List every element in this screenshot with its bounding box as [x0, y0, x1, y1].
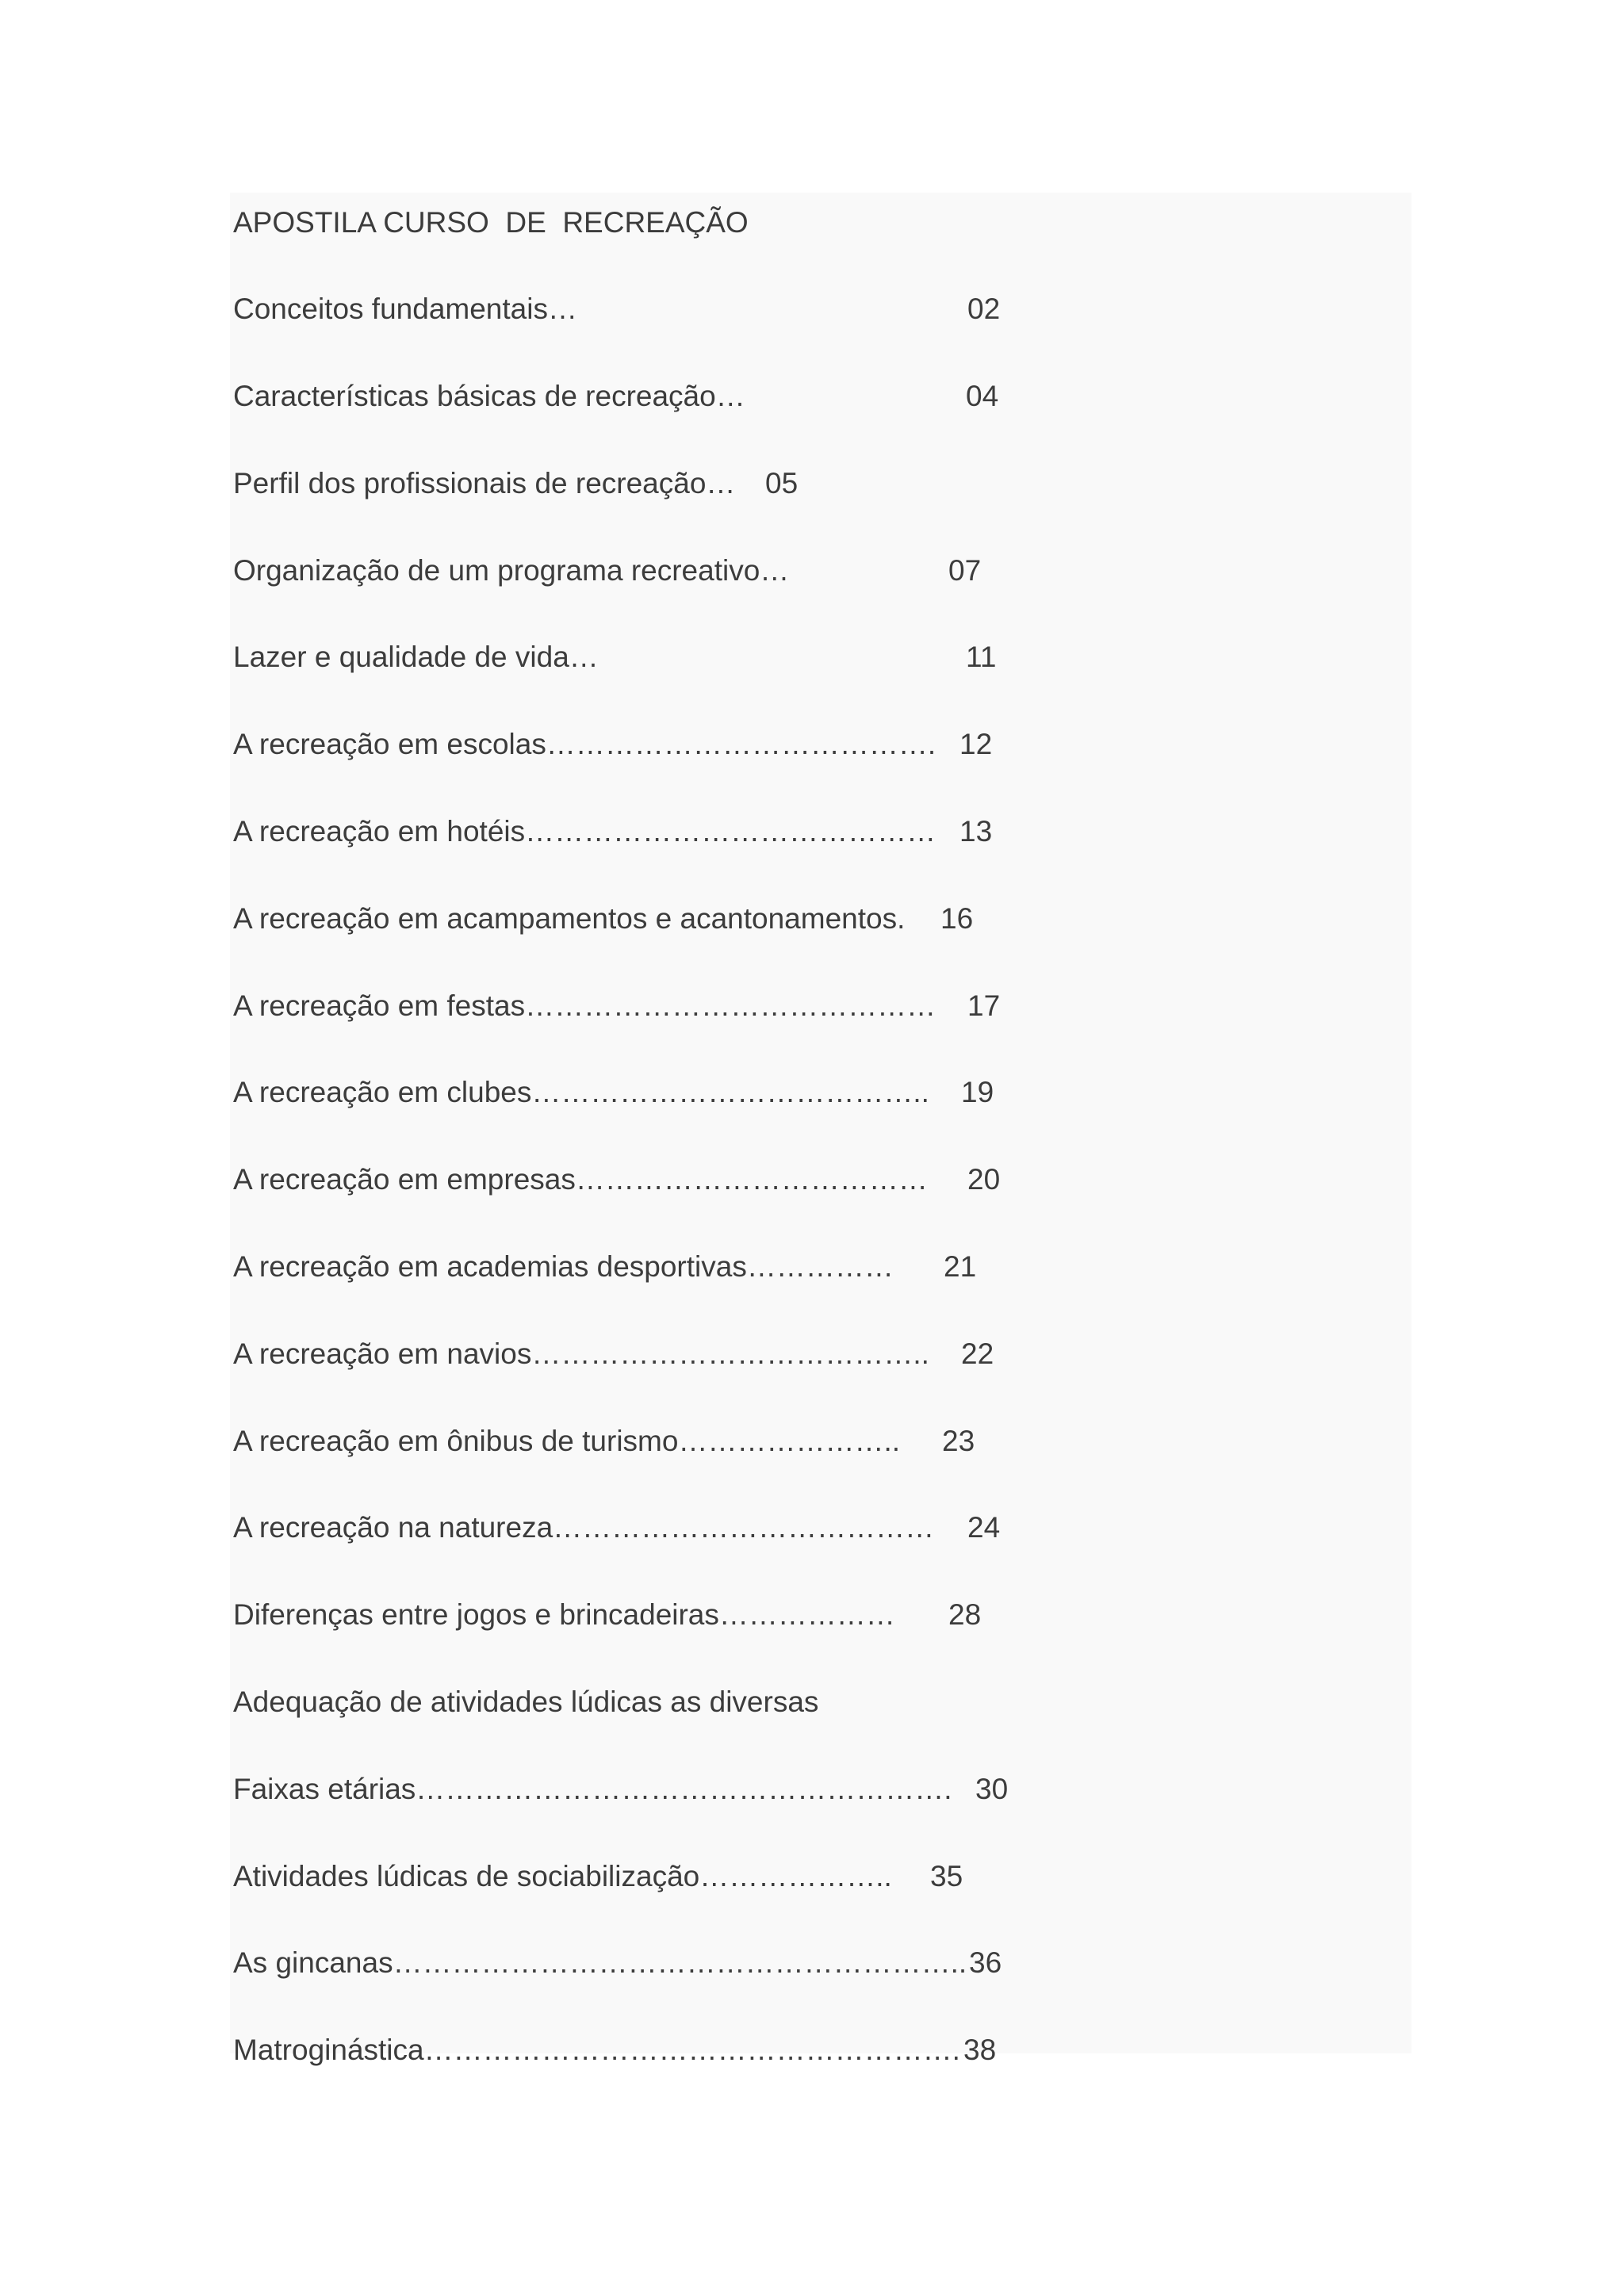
toc-entry-text: A recreação em hotéis……………………………………: [233, 815, 936, 848]
toc-entry-page: 23: [942, 1425, 975, 1457]
toc-entry-text: Organização de um programa recreativo…: [233, 554, 790, 587]
toc-entry-page: 21: [944, 1250, 977, 1283]
toc-entry-page: 38: [963, 2034, 997, 2066]
toc-entry-text: Perfil dos profissionais de recreação…: [233, 467, 736, 499]
toc-entry-page: 07: [948, 554, 982, 587]
toc-entry-text: As gincanas…………………………………………………..: [233, 1946, 967, 1979]
toc-entry-page: 22: [961, 1337, 994, 1370]
toc-entry-page: 30: [975, 1773, 1009, 1805]
toc-entry-page: 24: [967, 1511, 1001, 1544]
toc-entry-text: A recreação em festas……………………………………: [233, 989, 936, 1022]
document-title: APOSTILA CURSO DE RECREAÇÃO: [233, 206, 749, 239]
toc-entry-page: 36: [969, 1946, 1002, 1979]
toc-entry-text: A recreação em empresas………………………………: [233, 1163, 928, 1196]
toc-entry-page: 17: [967, 989, 1001, 1022]
toc-entry-text: A recreação em acampamentos e acantonamentos.: [233, 902, 906, 935]
toc-entry-text: Conceitos fundamentais…: [233, 293, 577, 325]
toc-entry-text: A recreação em academias desportivas……………: [233, 1250, 894, 1283]
toc-entry-page: 28: [948, 1598, 982, 1631]
toc-entry-page: 20: [967, 1163, 1001, 1196]
toc-entry-page: 35: [930, 1860, 963, 1892]
toc-entry-text: Faixas etárias……………………………………………….: [233, 1773, 952, 1805]
toc-entry-text: Diferenças entre jogos e brincadeiras………………: [233, 1598, 895, 1631]
toc-entry-text: A recreação em ônibus de turismo…………………..: [233, 1425, 901, 1457]
toc-entry-page: 19: [961, 1076, 994, 1108]
toc-entry-page: 12: [959, 728, 993, 760]
toc-entry-text: Lazer e qualidade de vida…: [233, 641, 599, 673]
toc-entry-page: 04: [966, 380, 999, 412]
toc-entry-text: A recreação na natureza…………………………………: [233, 1511, 935, 1544]
toc-entry-page: 02: [967, 293, 1001, 325]
toc-entry-page: 11: [966, 641, 997, 673]
toc-entry-text: Matroginástica……………………………………………….: [233, 2034, 960, 2066]
toc-entry-text: A recreação em escolas………………………………….: [233, 728, 936, 760]
toc-entry-text: A recreação em navios…………………………………..: [233, 1337, 929, 1370]
toc-entry-text: Adequação de atividades lúdicas as diversas: [233, 1686, 819, 1718]
toc-entry-text: Atividades lúdicas de sociabilização………………..: [233, 1860, 892, 1892]
toc-entry-page: 16: [940, 902, 974, 935]
toc-entry-text: Características básicas de recreação…: [233, 380, 745, 412]
toc-entry-text: A recreação em clubes…………………………………..: [233, 1076, 929, 1108]
toc-entry-page: 13: [959, 815, 993, 848]
toc-entry-page: 05: [765, 467, 799, 499]
